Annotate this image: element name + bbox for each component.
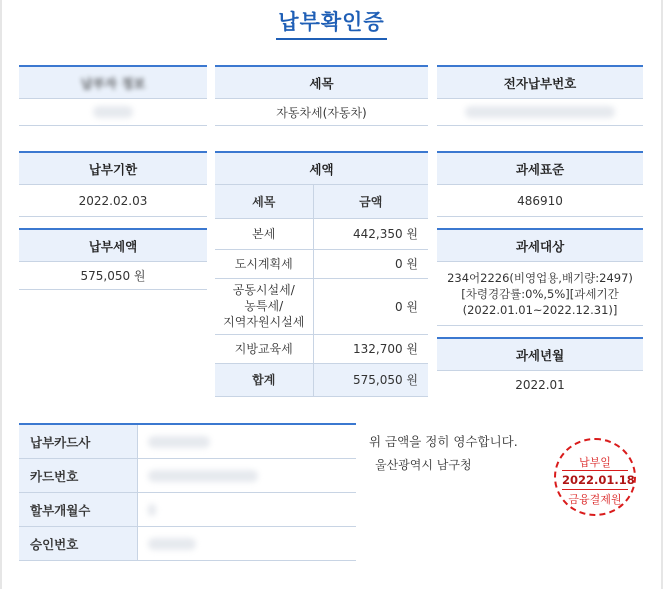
stamp-top-label: 납부일: [579, 456, 611, 469]
card-company-label: 납부카드사: [19, 425, 138, 458]
document-title: [0, 6, 663, 40]
row-item: 도시계획세: [215, 249, 313, 278]
approval-label: 승인번호: [19, 527, 138, 560]
tax-item-value: 자동차세(자동차): [215, 99, 428, 126]
paid-tax-header: 납부세액: [19, 228, 207, 262]
row-amount: 0 원: [313, 278, 428, 334]
issuer-name: 울산광역시 남구청: [375, 458, 472, 472]
tax-amount-header: 세액: [215, 151, 428, 185]
table-row: [215, 218, 428, 249]
redacted-payment-no: [465, 106, 615, 118]
payer-info-label: 납부자 정보: [80, 75, 146, 91]
stamp-bottom-label: 금융결제원: [568, 493, 622, 506]
redacted-card-number: [148, 470, 258, 482]
payer-info-header: [19, 65, 207, 99]
e-payment-no-header: 전자납부번호: [437, 65, 643, 99]
tax-base-block: [437, 151, 643, 217]
card-number-value: [138, 459, 356, 492]
row-amount: 442,350 원: [313, 218, 428, 249]
card-row-installment: [19, 493, 356, 527]
row-item: 공동시설세/ 농특세/ 지역자원시설세: [215, 278, 313, 334]
installment-label: 할부개월수: [19, 493, 138, 526]
card-info-table: [19, 423, 356, 561]
row-item: 지방교육세: [215, 334, 313, 363]
col-amount-header: 금액: [313, 185, 428, 218]
tax-base-value: 486910: [437, 185, 643, 217]
paid-tax-value: 575,050 원: [19, 262, 207, 290]
tax-year-month-value: 2022.01: [515, 377, 565, 392]
tax-amount-table: [215, 151, 428, 397]
tax-year-month-block: [437, 337, 643, 398]
redacted-approval: [148, 538, 196, 550]
e-payment-no-block: [437, 65, 643, 126]
redacted-installment: [148, 504, 156, 516]
approval-value: [138, 527, 356, 560]
redacted-payer: [93, 106, 133, 118]
paid-tax-block: [19, 228, 207, 290]
tax-object-block: [437, 228, 643, 326]
tax-item-block: [215, 65, 428, 126]
card-number-label: 카드번호: [19, 459, 138, 492]
tax-object-header: 과세대상: [437, 228, 643, 262]
card-row-number: [19, 459, 356, 493]
total-amount: 575,050 원: [313, 363, 428, 396]
card-row-approval: [19, 527, 356, 561]
page-title: 납부확인증: [276, 6, 386, 40]
stamp-date: 2022.01.18: [562, 470, 628, 490]
tax-item-header: 세목: [215, 65, 428, 99]
total-label: 합계: [215, 363, 313, 396]
total-row: [215, 363, 428, 396]
tax-object-value: 234어2226(비영업용,배기량:2497) [차령경감률:0%,5%][과세기간 (2022.01.01~2022.12.31)]: [437, 262, 643, 326]
tax-year-month-header: 과세년월: [437, 337, 643, 371]
table-row: [215, 249, 428, 278]
table-row: [215, 278, 428, 334]
row-amount: 0 원: [313, 249, 428, 278]
e-payment-no-value: [437, 99, 643, 126]
due-date-header: 납부기한: [19, 151, 207, 185]
row-item: 본세: [215, 218, 313, 249]
installment-value: [138, 493, 356, 526]
card-row-company: [19, 425, 356, 459]
card-company-value: [138, 425, 356, 458]
tax-base-header: 과세표준: [437, 151, 643, 185]
row-amount: 132,700 원: [313, 334, 428, 363]
payment-date-stamp: [554, 438, 636, 516]
table-row: [215, 334, 428, 363]
payer-info-value: [19, 99, 207, 126]
due-date-block: [19, 151, 207, 217]
receipt-statement: 위 금액을 정히 영수합니다.: [369, 434, 518, 449]
col-item-header: 세목: [215, 185, 313, 218]
due-date-value: 2022.02.03: [19, 185, 207, 217]
payer-info-block: [19, 65, 207, 126]
redacted-card-company: [148, 436, 210, 448]
